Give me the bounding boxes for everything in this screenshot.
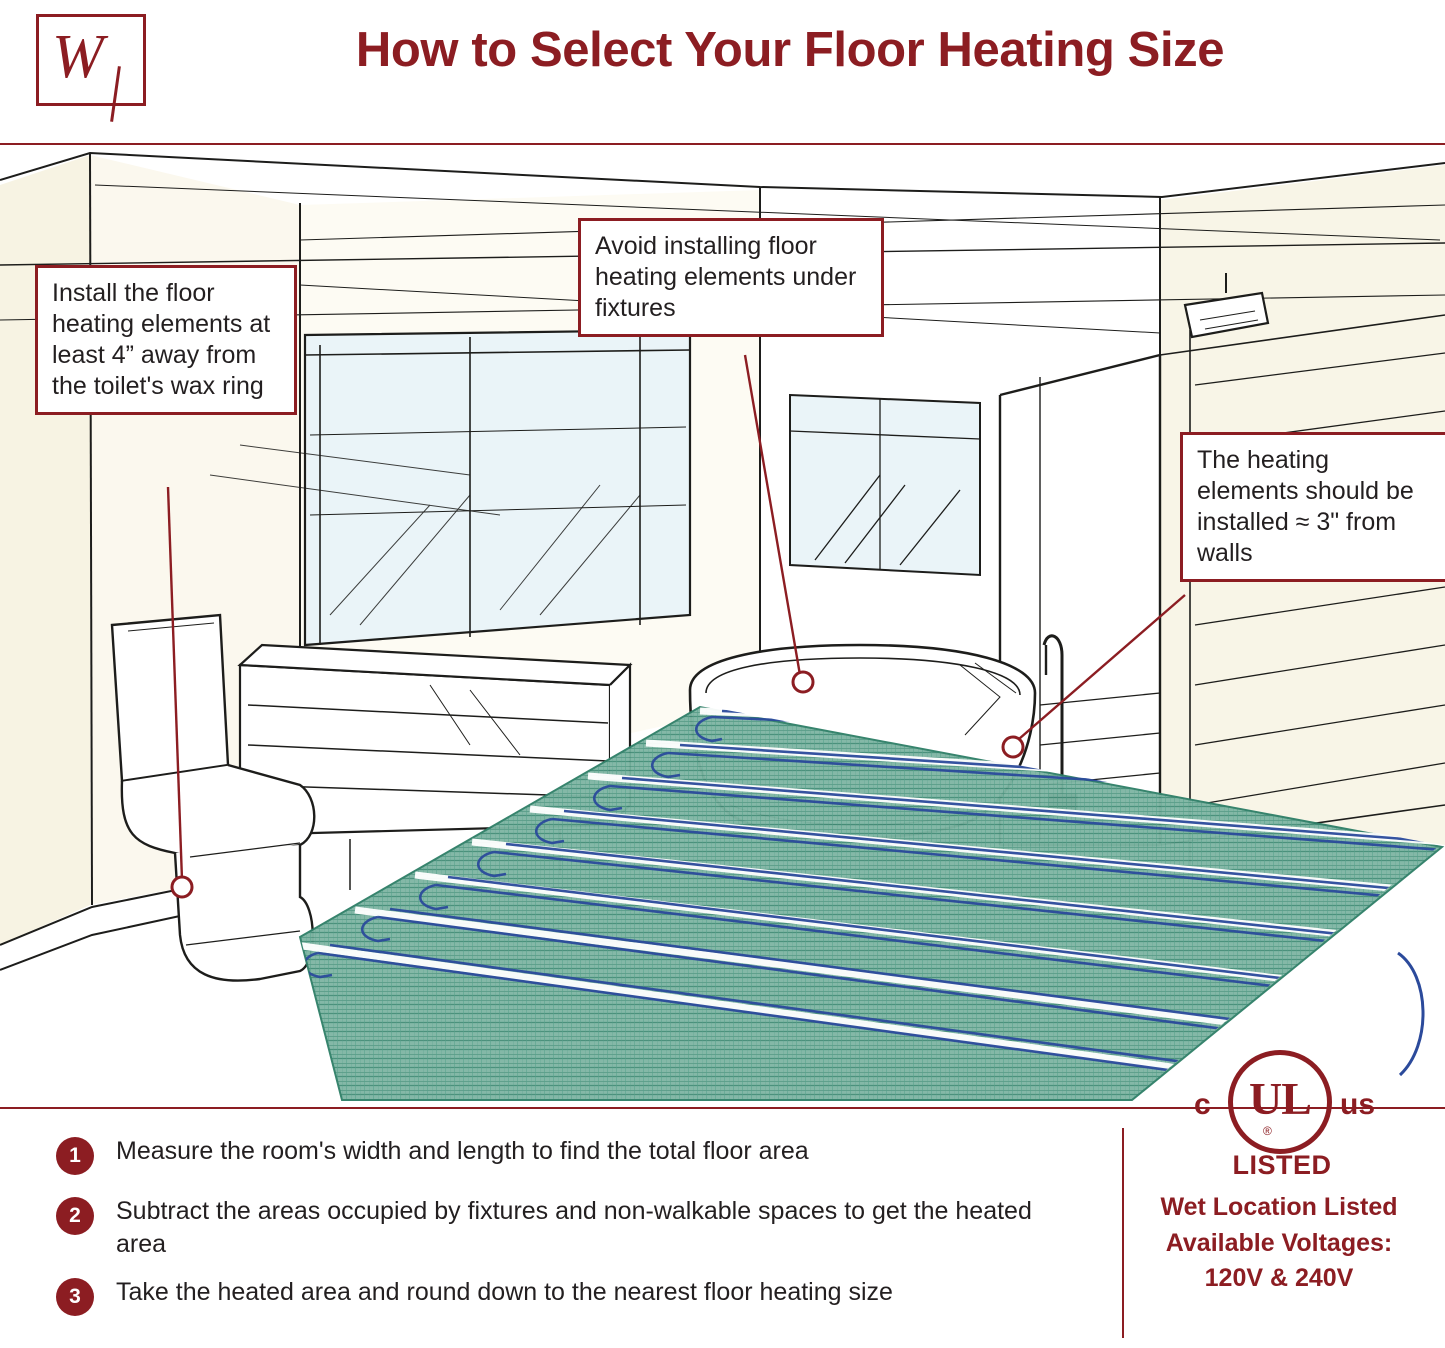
ul-certification-mark: [1150, 1050, 1430, 1180]
step-number-badge: 2: [56, 1197, 94, 1235]
step-text: Subtract the areas occupied by fixtures and non-walkable spaces to get the heated area: [116, 1197, 1032, 1258]
list-item: [56, 1135, 1096, 1179]
page-title: How to Select Your Floor Heating Size: [355, 23, 1225, 77]
logo-letter: W: [52, 23, 102, 91]
list-item: [56, 1276, 1096, 1320]
ul-us-mark: us: [1340, 1088, 1376, 1121]
callout-walls-text: The heating elements should be installed ≈ 3" from walls: [1197, 446, 1414, 567]
ul-letters: UL: [1249, 1073, 1311, 1124]
ul-canada-mark: c: [1194, 1088, 1211, 1121]
callout-wall-clearance: [1180, 432, 1445, 582]
step-number-badge: 1: [56, 1137, 94, 1175]
ul-listed-label: LISTED: [1232, 1150, 1332, 1180]
available-voltages-value: 120V & 240V: [1204, 1264, 1354, 1292]
available-voltages-label: Available Voltages:: [1165, 1228, 1393, 1257]
step-text: Take the heated area and round down to the nearest floor heating size: [116, 1278, 893, 1306]
list-item: [56, 1195, 1096, 1260]
wet-location-label: Wet Location Listed: [1160, 1193, 1398, 1221]
callout-avoid-fixtures: [578, 218, 884, 337]
step-number-badge: 3: [56, 1278, 94, 1316]
step-text: Measure the room's width and length to find the total floor area: [116, 1137, 809, 1165]
callout-toilet-clearance: [35, 265, 297, 415]
divider-vertical: [1122, 1128, 1124, 1338]
ul-icon: [1150, 1050, 1430, 1180]
callout-toilet-text: Install the floor heating elements at least 4” away from the toilet's wax ring: [52, 279, 271, 400]
steps-list: [56, 1135, 1096, 1336]
wy-logo: [36, 14, 154, 118]
certification-details: [1134, 1190, 1424, 1297]
header: [0, 0, 1445, 140]
callout-fixtures-text: Avoid installing floor heating elements under fixtures: [595, 232, 857, 322]
ul-registered-mark: ®: [1263, 1124, 1272, 1138]
